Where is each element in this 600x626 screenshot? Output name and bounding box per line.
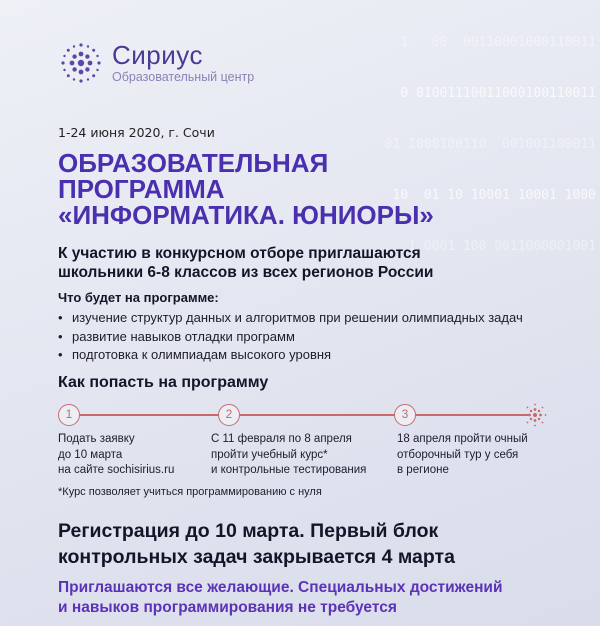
logo-title: Сириус bbox=[112, 40, 203, 70]
invite-line: Приглашаются все желающие. Специальных достижений bbox=[58, 579, 503, 596]
bullet-item: • подготовка к олимпиадам высокого уровня bbox=[58, 346, 523, 365]
binary-line: 10 01 10 10001 10001 1000 bbox=[392, 188, 596, 203]
logo-text bbox=[112, 42, 254, 84]
registration-info bbox=[58, 518, 578, 570]
course-note: *Курс позволяет учиться программированию с нуля bbox=[58, 486, 322, 498]
step-number-2: 2 bbox=[218, 404, 240, 426]
step-line: в регионе bbox=[397, 464, 449, 476]
bullet-item: • изучение структур данных и алгоритмов при решении олимпиадных задач bbox=[58, 309, 523, 328]
step-1-text bbox=[58, 432, 174, 479]
step-line: С 11 февраля по 8 апреля bbox=[211, 433, 352, 445]
sirius-logo[interactable] bbox=[58, 40, 254, 86]
step-line: Подать заявку bbox=[58, 433, 135, 445]
binary-line: 01 1000100110 001001100011 bbox=[384, 137, 596, 152]
step-number-3: 3 bbox=[394, 404, 416, 426]
how-heading: Как попасть на программу bbox=[58, 374, 269, 391]
what-heading: Что будет на программе: bbox=[58, 290, 219, 305]
registration-line: контрольных задач закрывается 4 марта bbox=[58, 546, 455, 568]
sirius-dots-end-icon bbox=[522, 402, 548, 428]
program-subtitle bbox=[58, 244, 558, 282]
bullet-item: • развитие навыков отладки программ bbox=[58, 328, 523, 347]
event-date: 1-24 июня 2020, г. Сочи bbox=[58, 125, 215, 140]
registration-line: Регистрация до 10 марта. Первый блок bbox=[58, 520, 439, 542]
title-line: ОБРАЗОВАТЕЛЬНАЯ bbox=[58, 148, 329, 178]
title-line: ПРОГРАММА bbox=[58, 174, 225, 204]
binary-line: 1 00 00110001000110011 bbox=[400, 35, 596, 50]
binary-line: 1 0001 100 0011000001001 bbox=[408, 239, 596, 254]
title-line: «ИНФОРМАТИКА. ЮНИОРЫ» bbox=[58, 200, 434, 230]
step-line: пройти учебный курс* bbox=[211, 448, 328, 461]
sirius-dots-icon bbox=[58, 40, 104, 86]
program-bullets bbox=[58, 309, 523, 365]
step-line: до 10 марта bbox=[58, 448, 123, 461]
invite-info bbox=[58, 578, 578, 618]
step-number-1: 1 bbox=[58, 404, 80, 426]
binary-line: 0 01001110011000100110011 bbox=[400, 86, 596, 101]
step-2-text bbox=[211, 432, 366, 479]
program-title bbox=[58, 150, 538, 228]
timeline-line bbox=[70, 414, 530, 416]
invite-line: и навыков программирования не требуется bbox=[58, 599, 397, 616]
step-line: отборочный тур у себя bbox=[397, 448, 519, 461]
step-3-text bbox=[397, 432, 528, 479]
step-line: и контрольные тестирования bbox=[211, 464, 367, 476]
subtitle-line: К участию в конкурсном отборе приглашаются bbox=[58, 245, 421, 262]
steps-timeline bbox=[58, 402, 548, 428]
logo-subtitle: Образовательный центр bbox=[112, 70, 255, 84]
step-line: на сайте sochisirius.ru bbox=[58, 464, 175, 476]
step-line: 18 апреля пройти очный bbox=[397, 433, 528, 445]
subtitle-line: школьники 6-8 классов из всех регионов России bbox=[58, 264, 434, 281]
